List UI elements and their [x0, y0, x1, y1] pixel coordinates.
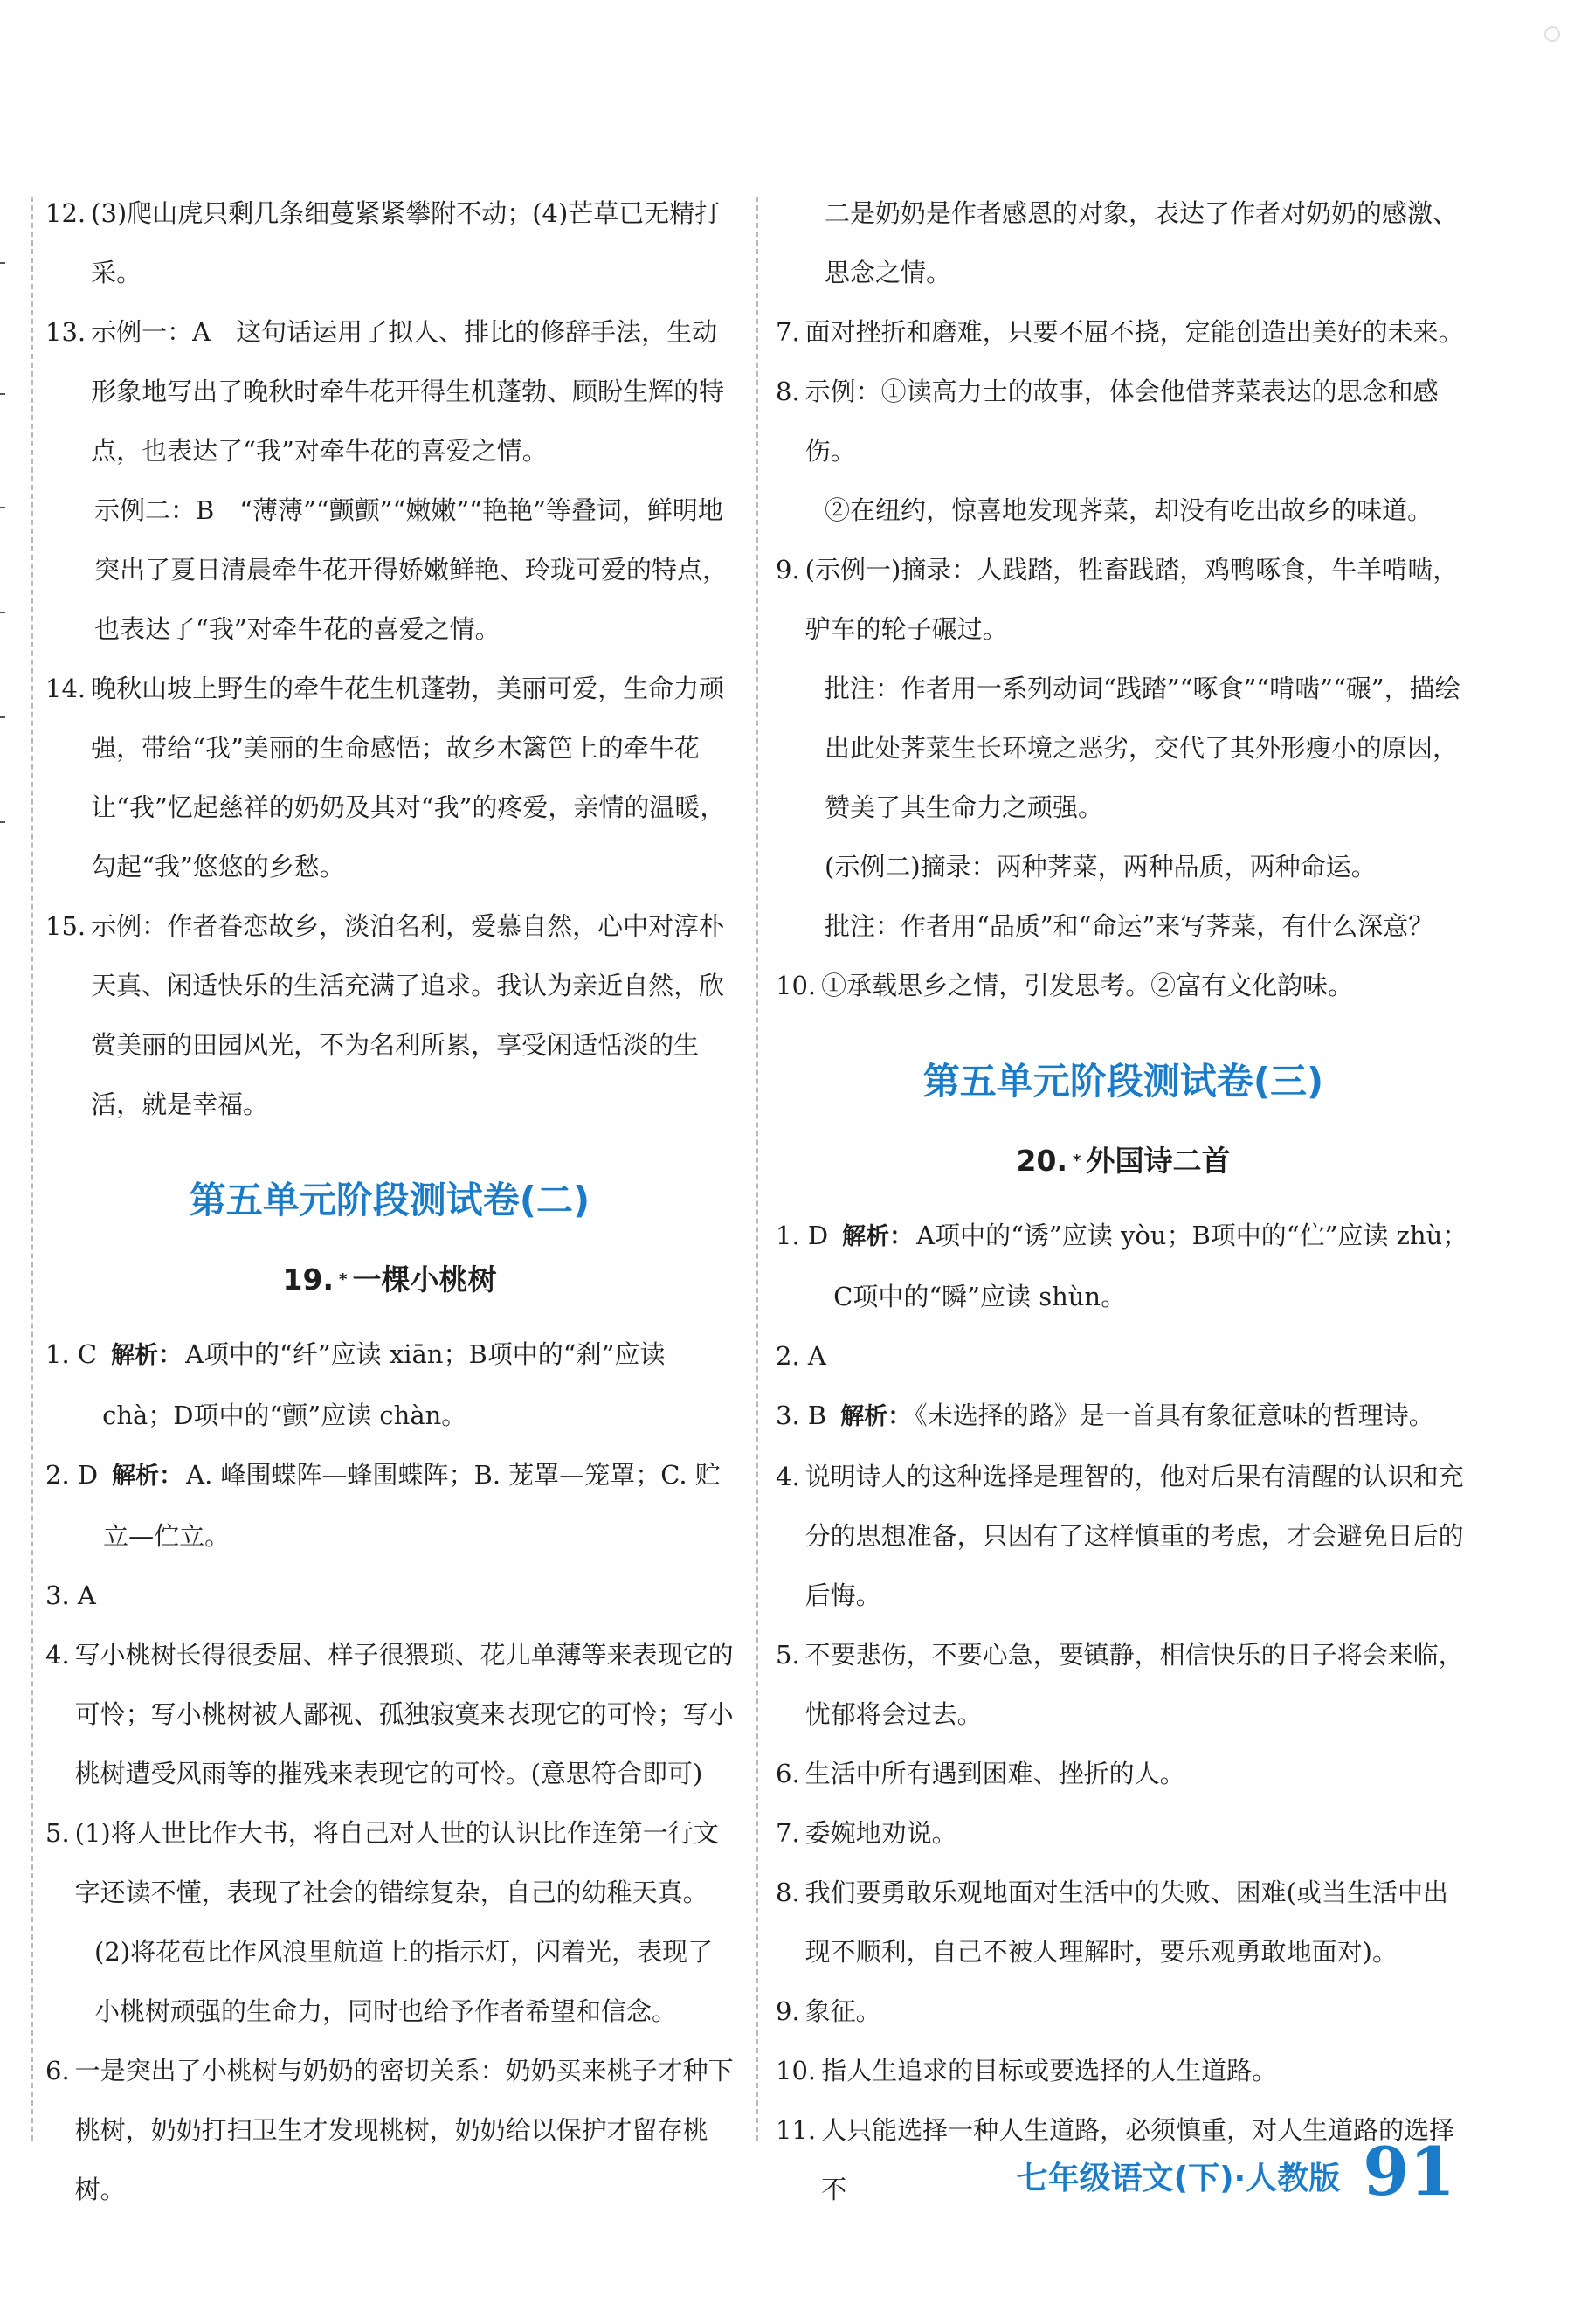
answer-body	[91, 659, 734, 896]
answer-number: 2. A	[776, 1341, 826, 1371]
analysis-label: 解析：	[112, 1463, 183, 1490]
answer-number: 5.	[45, 1818, 70, 1848]
answer-number: 10.	[776, 2056, 817, 2085]
answer-body	[805, 1982, 1471, 2041]
answer-item	[45, 302, 734, 481]
answer-body	[805, 1625, 1471, 1744]
answer-item	[776, 1625, 1471, 1744]
page-number: 91	[1363, 2133, 1455, 2210]
answer-item	[45, 659, 734, 896]
answer-text: 示例：①读高力士的故事，体会他借荠菜表达的思念和感伤。	[804, 377, 1439, 466]
answer-body	[91, 302, 734, 481]
answer-body	[75, 1803, 734, 1922]
page-footer	[1016, 2133, 1455, 2210]
answer-text: 生活中所有遇到困难、挫折的人。	[804, 1759, 1185, 1788]
answer-item	[776, 1744, 1471, 1803]
answer-body	[805, 362, 1471, 481]
answer-continuation: (2)将花苞比作风浪里航道上的指示灯，闪着光，表现了小桃树顽强的生命力，同时也给予作者希望和信念。	[94, 1937, 714, 2026]
lesson-mark: *	[339, 1270, 348, 1289]
answer-number: 11.	[776, 2115, 817, 2145]
answer-body	[832, 1326, 1471, 1386]
answer-body	[805, 302, 1471, 362]
answer-continuation: 批注：作者用一系列动词“践踏”“啄食”“啃啮”“碾”，描绘出此处荠菜生长环境之恶劣，交代了其外形瘦小的原因，赞美了其生命力之顽强。	[825, 674, 1460, 822]
answer-text: 示例：作者眷恋故乡，淡泊名利，爱慕自然，心中对淳朴天真、闲适快乐的生活充满了追求。我认为亲近自然，欣赏美丽的田园风光，不为名利所累，享受闲适恬淡的生活，就是幸福。	[91, 911, 725, 1119]
answer-number: 7.	[776, 317, 800, 347]
section-title: 第五单元阶段测试卷(二)	[189, 1179, 590, 1221]
answer-body	[102, 1325, 734, 1445]
left-column	[45, 183, 734, 2219]
answer-item	[45, 1566, 734, 1625]
answer-list	[45, 2041, 734, 2219]
answer-text: 写小桃树长得很委屈、样子很猥琐、花儿单薄等来表现它的可怜；写小桃树被人鄙视、孤独寂寞来表现它的可怜；写小桃树遭受风雨等的摧残来表现它的可怜。(意思符合即可)	[74, 1640, 734, 1788]
answer-text: 我们要勇敢乐观地面对生活中的失败、困难(或当生活中出现不顺利，自己不被人理解时，要乐观勇敢地面对)。	[804, 1878, 1448, 1967]
edge-mark	[0, 393, 5, 395]
answer-number: 3. B	[776, 1401, 827, 1430]
answer-list	[45, 659, 734, 1134]
answer-text: 象征。	[804, 1996, 881, 2026]
answer-item	[776, 956, 1471, 1015]
answer-item	[776, 1206, 1471, 1326]
answer-number: 6.	[776, 1759, 800, 1788]
answer-item	[45, 1445, 734, 1566]
answer-item	[45, 2041, 734, 2219]
answer-body	[821, 2041, 1471, 2100]
answer-continuation: (示例二)摘录：两种荠菜，两种品质，两种命运。	[825, 852, 1377, 882]
answer-number: 7.	[776, 1818, 800, 1848]
answer-text: A项中的“诱”应读 yòu；B项中的“伫”应读 zhù；C项中的“瞬”应读 shùn。	[833, 1221, 1468, 1311]
answer-continuation: 示例二：B “薄薄”“颤颤”“嫩嫩”“艳艳”等叠词，鲜明地突出了夏日清晨牵牛花开得娇嫩鲜艳、玲珑可爱的特点，也表达了“我”对牵牛花的喜爱之情。	[94, 495, 728, 644]
answer-text: ①承载思乡之情，引发思考。②富有文化韵味。	[821, 971, 1354, 1000]
answer-number: 15.	[45, 911, 86, 941]
answer-number: 8.	[776, 1878, 800, 1907]
answer-number: 14.	[45, 674, 86, 703]
answer-item	[776, 1803, 1471, 1863]
answer-item	[776, 1326, 1471, 1386]
answer-item	[776, 1982, 1471, 2041]
answer-item	[776, 362, 1471, 481]
lesson-number: 19.	[282, 1262, 335, 1297]
answer-list	[776, 1206, 1471, 2219]
edge-mark	[0, 612, 5, 613]
answer-body	[833, 1206, 1471, 1326]
answer-number: 13.	[45, 317, 86, 347]
answer-body	[805, 1447, 1471, 1625]
answer-number: 1. C	[45, 1339, 98, 1369]
answer-continuation: ②在纽约，惊喜地发现荠菜，却没有吃出故乡的味道。	[825, 495, 1433, 525]
answer-text: 指人生追求的目标或要选择的人生道路。	[821, 2056, 1278, 2085]
lesson-name: 一棵小桃树	[352, 1262, 497, 1297]
answer-text: (示例一)摘录：人践踏，牲畜践踏，鸡鸭啄食，牛羊啃啮，驴车的轮子碾过。	[804, 555, 1459, 644]
edge-mark	[0, 716, 5, 718]
edge-mark	[0, 262, 5, 264]
right-column	[776, 183, 1471, 2219]
answer-number: 8.	[776, 377, 800, 406]
answer-number: 10.	[776, 971, 817, 1000]
answer-body	[103, 1445, 734, 1566]
corner-mark	[1544, 26, 1560, 42]
answer-number: 6.	[45, 2056, 70, 2085]
answer-number: 4.	[776, 1462, 800, 1491]
answer-body	[805, 1863, 1471, 1982]
answer-body	[91, 896, 734, 1134]
answer-item	[776, 302, 1471, 362]
answer-list	[776, 302, 1471, 481]
center-dashed-rule	[756, 197, 758, 2141]
answer-body	[805, 1803, 1471, 1863]
answer-body	[91, 183, 734, 302]
answer-item	[45, 1625, 734, 1803]
answer-item	[776, 1386, 1471, 1447]
lesson-mark: *	[1073, 1152, 1081, 1170]
answer-text: 面对挫折和磨难，只要不屈不挠，定能创造出美好的未来。	[804, 317, 1464, 347]
answer-item	[776, 2041, 1471, 2100]
answer-number: 5.	[776, 1640, 800, 1670]
answer-body	[805, 1744, 1471, 1803]
answer-text: 委婉地劝说。	[804, 1818, 957, 1848]
answer-number: 1. D	[776, 1221, 829, 1250]
answer-text: 人只能选择一种人生道路，必须慎重，对人生道路的选择不	[821, 2115, 1455, 2204]
analysis-label: 解析：	[111, 1342, 183, 1369]
answer-number: 9.	[776, 1996, 800, 2026]
answer-text: (1)将人世比作大书，将自己对人世的认识比作连第一行文字还读不懂，表现了社会的错综复杂，自己的幼稚天真。	[74, 1818, 719, 1907]
edge-mark	[0, 821, 5, 823]
answer-text: (3)爬山虎只剩几条细蔓紧紧攀附不动；(4)芒草已无精打采。	[91, 198, 721, 287]
answer-text: 说明诗人的这种选择是理智的，他对后果有清醒的认识和充分的思想准备，只因有了这样慎重的考虑，才会避免日后的后悔。	[804, 1462, 1464, 1610]
answer-body	[101, 1566, 734, 1625]
answer-body	[821, 956, 1471, 1015]
answer-item	[45, 183, 734, 302]
answer-text: 不要悲伤，不要心急，要镇静，相信快乐的日子将会来临，忧郁将会过去。	[804, 1640, 1464, 1729]
answer-number: 12.	[45, 198, 86, 228]
lesson-title	[776, 1139, 1471, 1183]
lesson-title	[45, 1258, 734, 1302]
answer-body	[75, 2041, 734, 2219]
answer-list	[776, 956, 1471, 1015]
analysis-label: 解析：	[842, 1223, 914, 1250]
answer-text: 示例一：A 这句话运用了拟人、排比的修辞手法，生动形象地写出了晚秋时牵牛花开得生机蓬勃、顾盼生辉的特点，也表达了“我”对牵牛花的喜爱之情。	[91, 317, 725, 466]
answer-number: 3. A	[45, 1580, 96, 1610]
book-label: 七年级语文(下)·人教版	[1016, 2161, 1341, 2196]
lesson-name: 外国诗二首	[1086, 1144, 1231, 1178]
answer-text: 《未选择的路》是一首具有象征意味的哲理诗。	[915, 1401, 1434, 1430]
lesson-number: 20.	[1016, 1144, 1068, 1178]
answer-text: 晚秋山坡上野生的牵牛花生机蓬勃，美丽可爱，生命力顽强，带给“我”美丽的生命感悟；故乡木篱笆上的牵牛花让“我”忆起慈祥的奶奶及其对“我”的疼爱，亲情的温暖，勾起“我”悠悠的乡愁。	[91, 674, 726, 882]
answer-body	[805, 540, 1471, 659]
left-dashed-rule	[31, 197, 33, 2141]
edge-mark	[0, 507, 5, 508]
answer-item	[776, 1863, 1471, 1982]
answer-item	[45, 1325, 734, 1445]
answer-continuation: 二是奶奶是作者感恩的对象，表达了作者对奶奶的感激、思念之情。	[825, 198, 1459, 287]
answer-item	[45, 896, 734, 1134]
answer-text: A. 峰围蝶阵—蜂围蝶阵；B. 茏罩—笼罩；C. 贮立—伫立。	[103, 1460, 721, 1551]
answer-number: 9.	[776, 555, 800, 584]
answer-body	[75, 1625, 734, 1803]
analysis-label: 解析：	[840, 1403, 912, 1430]
answer-item	[776, 1447, 1471, 1625]
answer-number: 4.	[45, 1640, 70, 1670]
answer-item	[45, 1803, 734, 1922]
answer-item	[776, 540, 1471, 659]
answer-text: A项中的“纤”应读 xiān；B项中的“刹”应读 chà；D项中的“颤”应读 chàn。	[102, 1339, 666, 1430]
answer-list	[45, 1325, 734, 1922]
answer-body	[832, 1386, 1471, 1447]
answer-list	[776, 540, 1471, 659]
answer-number: 2. D	[45, 1460, 99, 1490]
section-title: 第五单元阶段测试卷(三)	[922, 1060, 1324, 1103]
answer-list	[45, 183, 734, 481]
answer-text: 一是突出了小桃树与奶奶的密切关系：奶奶买来桃子才种下桃树，奶奶打扫卫生才发现桃树，奶奶给以保护才留存桃树。	[74, 2056, 734, 2204]
answer-continuation: 批注：作者用“品质”和“命运”来写荠菜，有什么深意？	[825, 911, 1434, 941]
